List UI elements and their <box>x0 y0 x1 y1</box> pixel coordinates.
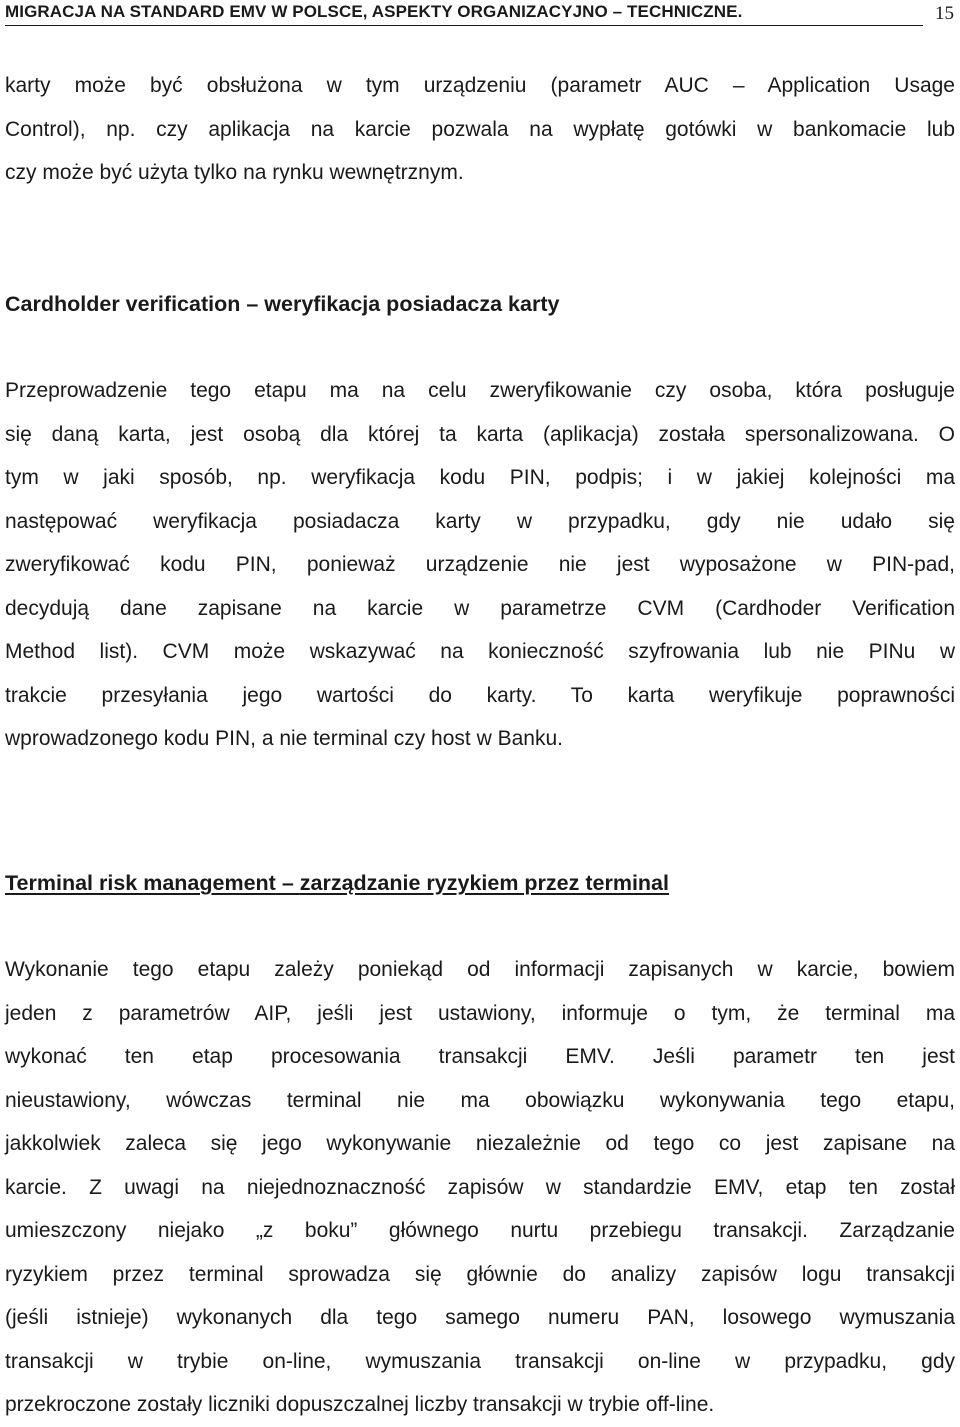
section-heading-cardholder-verification <box>5 289 559 319</box>
paragraph-line: trakcie przesyłania jego wartości do karty. To karta weryfikuje poprawności <box>5 683 955 707</box>
paragraph-line: decydują dane zapisane na karcie w parametrze CVM (Cardhoder Verification <box>5 596 955 620</box>
cardholder-verification-paragraph <box>5 369 955 761</box>
paragraph-line: Wykonanie tego etapu zależy poniekąd od informacji zapisanych w karcie, bowiem <box>5 958 955 981</box>
paragraph-line: Method list). CVM może wskazywać na konieczność szyfrowania lub nie PINu w <box>5 640 955 663</box>
paragraph-line: transakcji w trybie on-line, wymuszania transakcji on-line w przypadku, gdy <box>5 1349 955 1373</box>
paragraph-line: wprowadzonego kodu PIN, a nie terminal czy host w Banku. <box>5 727 563 750</box>
paragraph-line: (jeśli istnieje) wykonanych dla tego samego numeru PAN, losowego wymuszania <box>5 1306 955 1329</box>
paragraph-line: przekroczone zostały liczniki dopuszczalnej liczby transakcji w trybie off-line. <box>5 1393 715 1416</box>
intro-paragraph <box>5 64 955 195</box>
paragraph-line: Przeprowadzenie tego etapu ma na celu zweryfikowanie czy osoba, która posługuje <box>5 379 955 402</box>
section-heading-terminal-risk-management <box>5 868 669 898</box>
heading-dash: – <box>240 292 265 316</box>
heading-translation: weryfikacja posiadacza karty <box>264 292 560 316</box>
paragraph-line: umieszczony niejako „z boku” głównego nurtu przebiegu transakcji. Zarządzanie <box>5 1219 955 1242</box>
paragraph-line: jeden z parametrów AIP, jeśli jest ustawiony, informuje o tym, że terminal ma <box>5 1001 955 1025</box>
paragraph-line: ryzykiem przez terminal sprowadza się głównie do analizy zapisów logu transakcji <box>5 1262 955 1286</box>
paragraph-line: karty może być obsłużona w tym urządzeniu (parametr AUC – Application Usage <box>5 74 955 97</box>
paragraph-line: czy może być użyta tylko na rynku wewnętrznym. <box>5 161 464 184</box>
paragraph-line: zweryfikować kodu PIN, ponieważ urządzenie nie jest wyposażone w PIN-pad, <box>5 553 955 576</box>
running-header-title: MIGRACJA NA STANDARD EMV W POLSCE, ASPEKTY ORGANIZACYJNO – TECHNICZNE. <box>5 2 743 21</box>
running-header <box>5 0 955 30</box>
paragraph-line: następować weryfikacja posiadacza karty w przypadku, gdy nie udało się <box>5 509 955 533</box>
heading-term: Cardholder verification <box>5 292 241 316</box>
paragraph-line: się daną karta, jest osobą dla której ta karta (aplikacja) została spersonalizowana. O <box>5 422 955 446</box>
terminal-risk-management-paragraph <box>5 948 955 1427</box>
page-number: 15 <box>935 3 954 24</box>
paragraph-line: tym w jaki sposób, np. weryfikacja kodu PIN, podpis; i w jakiej kolejności ma <box>5 466 955 489</box>
header-divider <box>5 25 923 26</box>
paragraph-line: Control), np. czy aplikacja na karcie pozwala na wypłatę gotówki w bankomacie lub <box>5 117 955 141</box>
paragraph-line: jakkolwiek zaleca się jego wykonywanie niezależnie od tego co jest zapisane na <box>5 1132 955 1155</box>
heading-term: Terminal risk management <box>5 871 276 895</box>
paragraph-line: wykonać ten etap procesowania transakcji EMV. Jeśli parametr ten jest <box>5 1045 955 1068</box>
paragraph-line: karcie. Z uwagi na niejednoznaczność zapisów w standardzie EMV, etap ten został <box>5 1175 955 1199</box>
heading-translation: zarządzanie ryzykiem przez terminal <box>299 871 669 895</box>
paragraph-line: nieustawiony, wówczas terminal nie ma obowiązku wykonywania tego etapu, <box>5 1088 955 1112</box>
heading-dash: – <box>275 871 300 895</box>
